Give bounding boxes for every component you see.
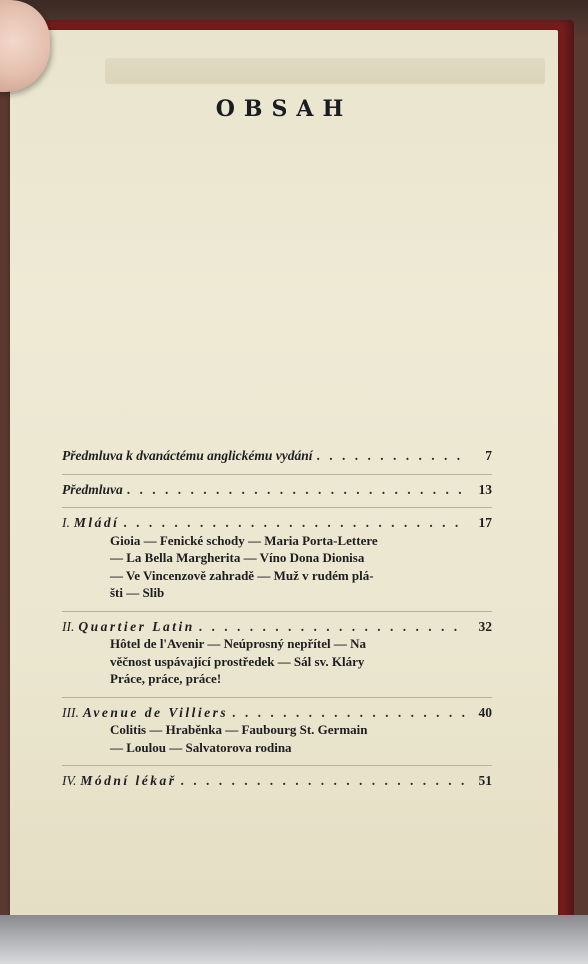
- chapter-number: IV.: [62, 773, 77, 788]
- chapter-number: I.: [62, 515, 70, 530]
- background-table: [0, 915, 588, 964]
- dot-leader: [232, 704, 466, 722]
- toc-entry: [62, 481, 492, 499]
- chapter-description: Colitis — Hraběnka — Faubourg St. Germain — Loulou — Salvatorova rodina: [110, 722, 368, 755]
- chapter-description: Hôtel de l'Avenir — Neúprosný nepřítel — Na věčnost uspávající prostředek — Sál sv. Kláry Práce, práce, práce!: [110, 636, 367, 686]
- toc-page-number: 7: [485, 448, 492, 463]
- page-heading: OBSAH: [215, 96, 353, 122]
- book-page: [10, 30, 558, 918]
- toc-entry-title: Mládí: [73, 515, 120, 530]
- toc-entry: [62, 447, 492, 465]
- toc-entry-title: Avenue de Villiers: [82, 704, 229, 720]
- divider: [62, 611, 492, 612]
- dot-leader: [123, 514, 466, 532]
- toc-entry: [62, 772, 492, 790]
- toc-entry-title: Módní lékař: [80, 773, 177, 788]
- divider: [62, 474, 492, 475]
- toc-page-number: 17: [478, 515, 492, 530]
- toc-page-number: 40: [478, 704, 492, 720]
- dot-leader: [127, 481, 466, 499]
- toc-entry: [62, 704, 492, 757]
- dot-leader: [199, 618, 466, 636]
- dot-leader: [181, 772, 466, 790]
- divider: [62, 697, 492, 698]
- dot-leader: [316, 447, 466, 465]
- chapter-description: Gioia — Fenické schody — Maria Porta-Lettere — La Bella Margherita — Víno Dona Dionisa — Ve Vincenzově zahradě — Muž v rudém plá- šti — Slib: [110, 532, 378, 600]
- chapter-number: II.: [62, 618, 75, 634]
- toc-page-number: 51: [478, 773, 492, 788]
- table-of-contents: [62, 447, 492, 799]
- toc-entry: [62, 618, 492, 688]
- chapter-number: III.: [62, 704, 79, 720]
- paper-tape-strip: [105, 58, 545, 84]
- toc-page-number: 13: [478, 481, 492, 497]
- toc-entry-title: Quartier Latin: [78, 618, 195, 634]
- toc-entry-title: Předmluva: [62, 481, 123, 497]
- toc-entry-title: Předmluva k dvanáctému anglickému vydání: [62, 448, 313, 463]
- divider: [62, 507, 492, 508]
- toc-entry: [62, 514, 492, 602]
- toc-page-number: 32: [478, 618, 492, 634]
- divider: [62, 765, 492, 766]
